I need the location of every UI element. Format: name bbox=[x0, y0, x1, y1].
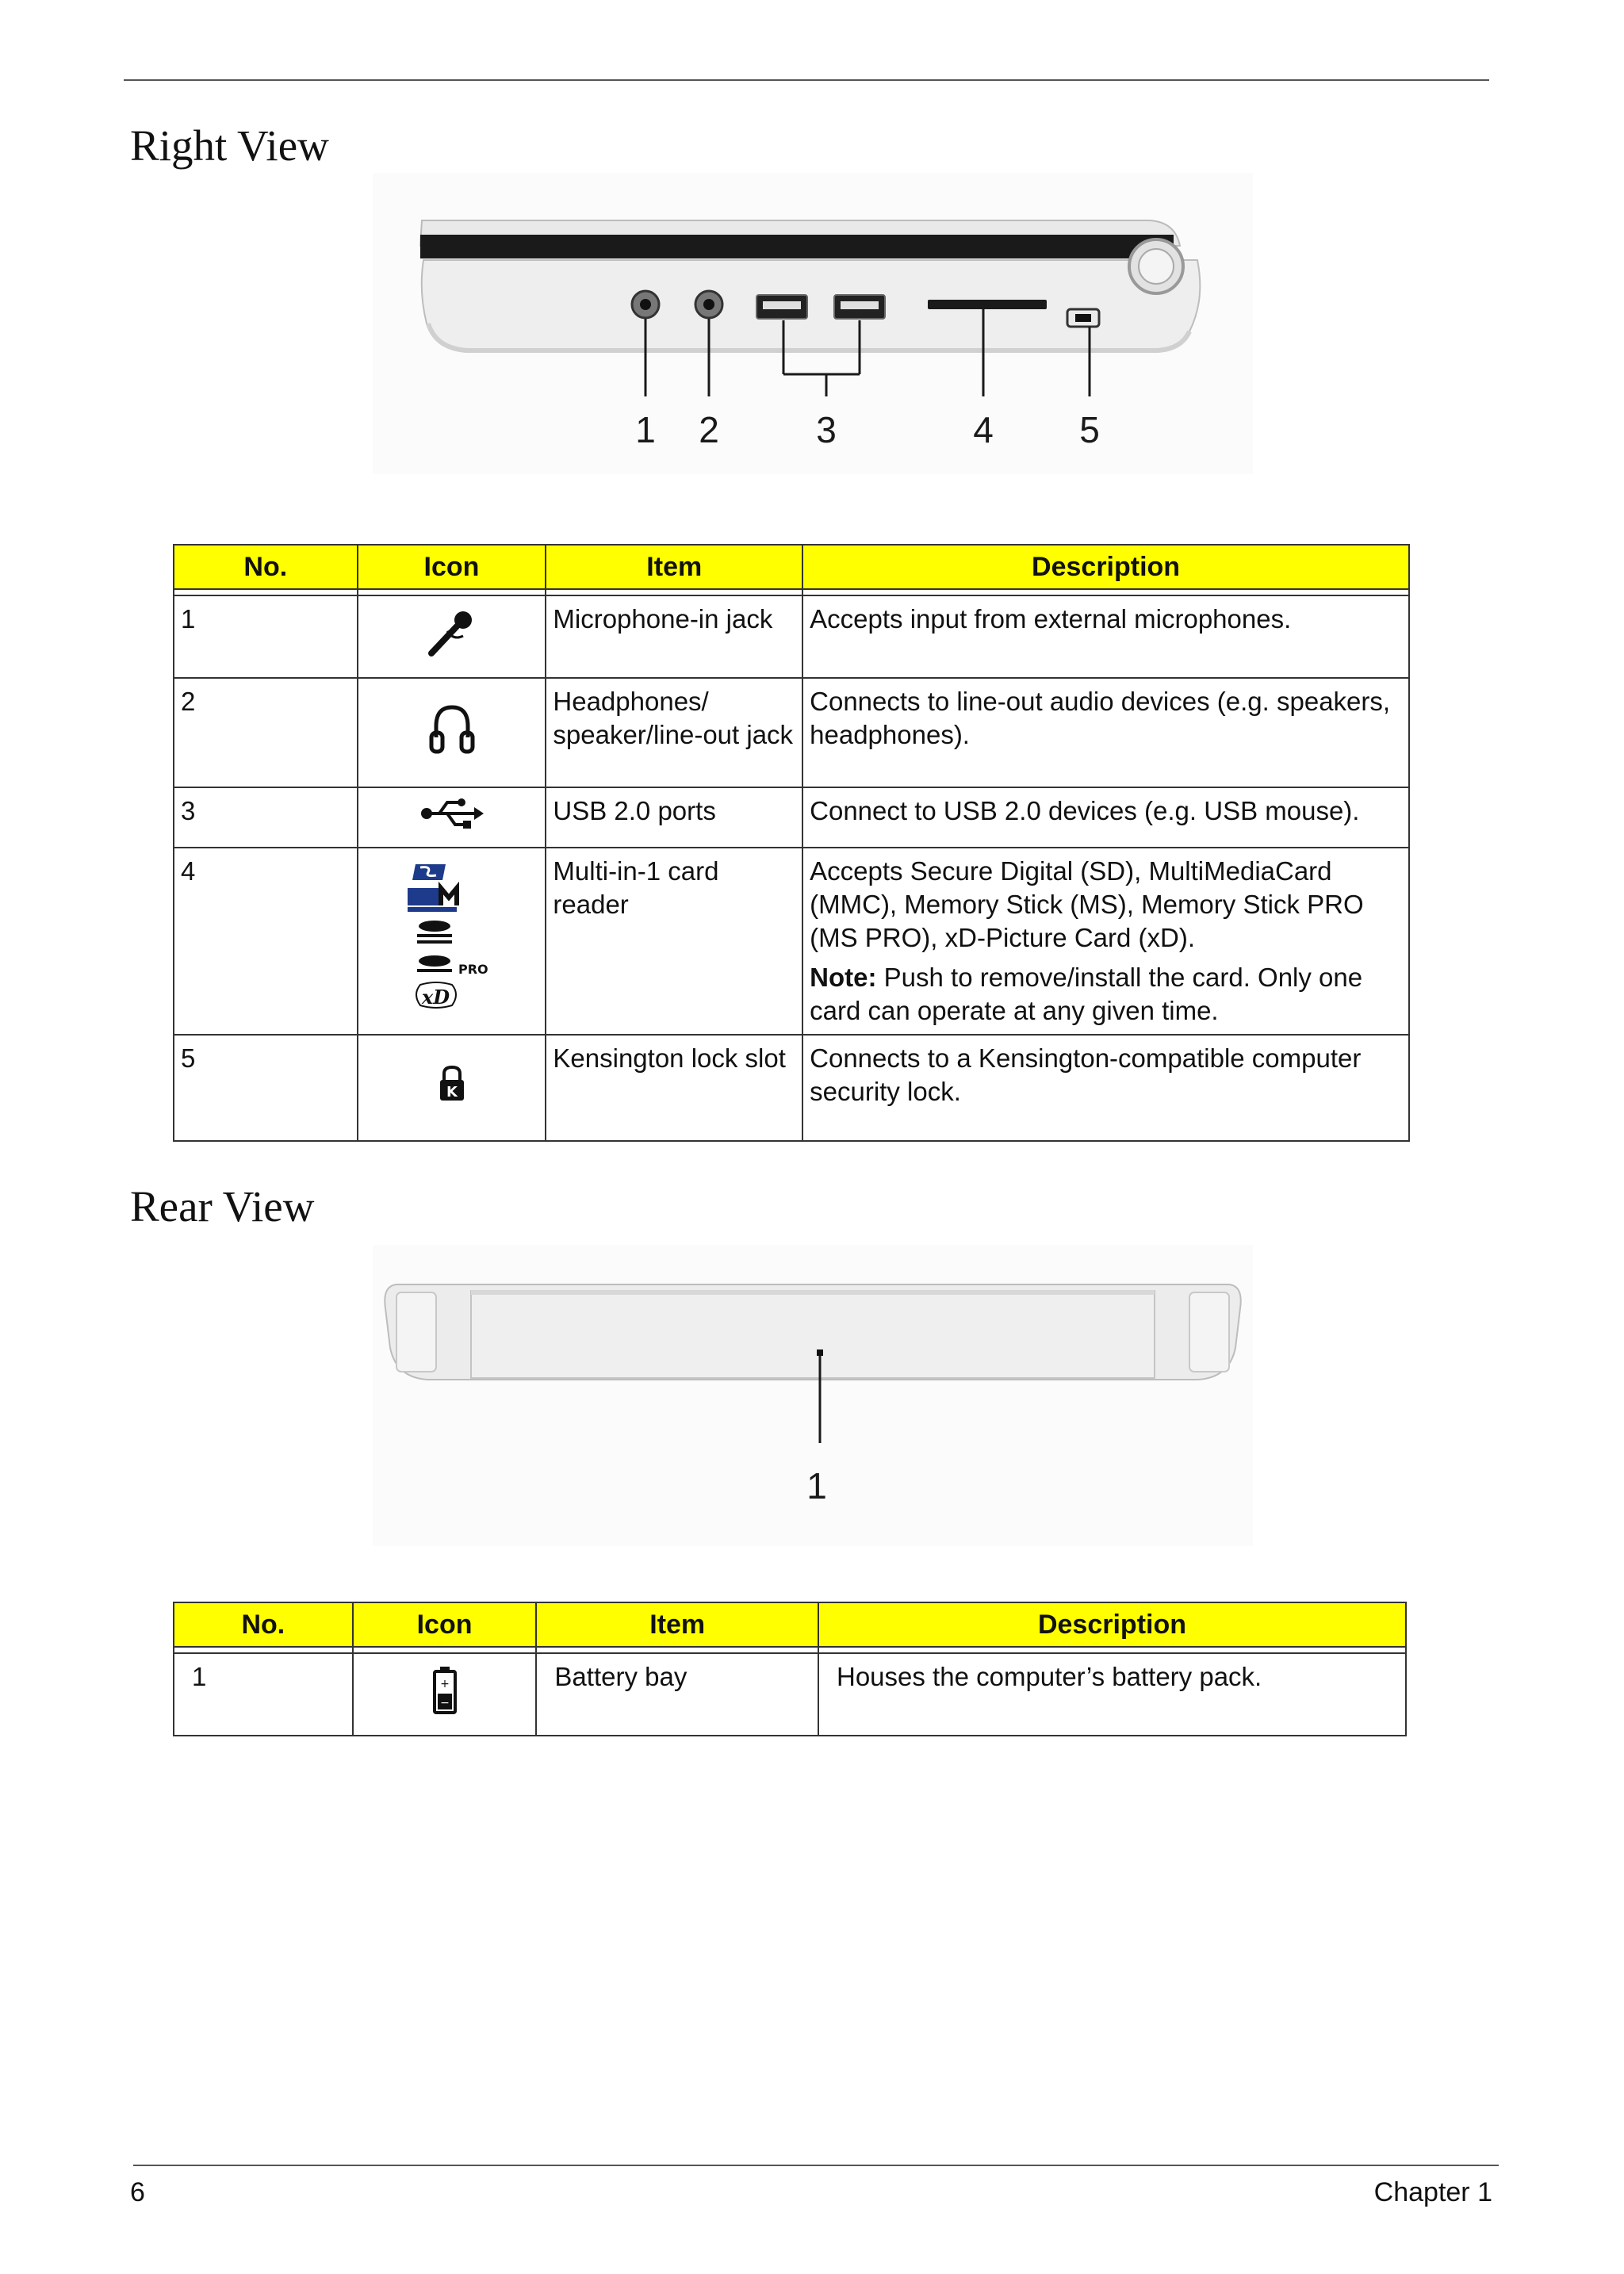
sd-card-icon bbox=[412, 864, 446, 880]
header-icon: Icon bbox=[353, 1602, 537, 1647]
header-no: No. bbox=[174, 545, 358, 589]
card-reader-icons bbox=[404, 962, 500, 1022]
svg-text:K: K bbox=[446, 1084, 458, 1101]
xd-card-icon bbox=[416, 982, 456, 1009]
table-row bbox=[174, 848, 1409, 1035]
microphone-icon bbox=[423, 637, 481, 667]
chapter-label: Chapter 1 bbox=[1373, 2177, 1492, 2207]
table-row bbox=[174, 1653, 1406, 1736]
row-number: 5 bbox=[174, 1035, 358, 1141]
callout-5: 5 bbox=[1079, 409, 1100, 450]
kensington-lock-icon bbox=[436, 1080, 468, 1109]
rear-view-table bbox=[173, 1602, 1407, 1736]
svg-text:+: + bbox=[439, 1678, 450, 1690]
svg-text:−: − bbox=[439, 1697, 450, 1709]
row-description: Accepts Secure Digital (SD), MultiMediaCard (MMC), Memory Stick (MS), Memory Stick PRO (MS PRO), xD-Picture Card (xD). bbox=[810, 856, 1364, 952]
header-description: Description bbox=[818, 1602, 1406, 1647]
row-item: USB 2.0 ports bbox=[546, 787, 802, 848]
table-gap-row bbox=[174, 1647, 1406, 1653]
table-row bbox=[174, 1035, 1409, 1141]
right-view-table bbox=[173, 544, 1410, 1142]
headphones-icon bbox=[427, 733, 477, 762]
table-row bbox=[174, 678, 1409, 787]
row-description: Connect to USB 2.0 devices (e.g. USB mouse). bbox=[802, 787, 1409, 848]
row-number: 2 bbox=[174, 678, 358, 787]
header-item: Item bbox=[536, 1602, 818, 1647]
row-number: 3 bbox=[174, 787, 358, 848]
header-description: Description bbox=[802, 545, 1409, 589]
right-view-title: Right View bbox=[130, 121, 329, 170]
memory-stick-pro-icon bbox=[417, 955, 488, 977]
callout-3: 3 bbox=[816, 409, 837, 450]
row-item: Battery bay bbox=[536, 1653, 818, 1736]
row-item: Multi-in-1 card reader bbox=[546, 848, 802, 1035]
row-number: 4 bbox=[174, 848, 358, 1035]
row-description: Connects to line-out audio devices (e.g. speakers, headphones). bbox=[802, 678, 1409, 787]
note-label: Note: bbox=[810, 963, 877, 992]
laptop-right-side-illustration bbox=[373, 173, 1253, 474]
note-text: Push to remove/install the card. Only one card can operate at any given time. bbox=[810, 963, 1363, 1025]
table-row bbox=[174, 595, 1409, 678]
svg-text:PRO: PRO bbox=[458, 962, 488, 977]
header-rule bbox=[124, 79, 1489, 81]
rear-view-figure bbox=[373, 1245, 1253, 1546]
row-description: Accepts input from external microphones. bbox=[802, 595, 1409, 678]
mmc-icon bbox=[408, 888, 457, 912]
row-number: 1 bbox=[174, 595, 358, 678]
battery-icon bbox=[431, 1678, 458, 1721]
callout-1: 1 bbox=[806, 1465, 827, 1506]
row-note bbox=[810, 961, 1402, 1028]
usb-icon bbox=[419, 807, 485, 836]
row-item: Headphones/ speaker/line-out jack bbox=[546, 678, 802, 787]
footer-rule bbox=[133, 2165, 1499, 2166]
memory-stick-icon bbox=[417, 921, 452, 944]
rear-view-title: Rear View bbox=[130, 1182, 315, 1231]
table-row bbox=[174, 787, 1409, 848]
page-number: 6 bbox=[130, 2177, 145, 2207]
row-description: Connects to a Kensington-compatible computer security lock. bbox=[802, 1035, 1409, 1141]
svg-text:xD: xD bbox=[421, 986, 450, 1009]
table-header-row bbox=[174, 1602, 1406, 1647]
header-item: Item bbox=[546, 545, 802, 589]
callout-1: 1 bbox=[635, 409, 656, 450]
callout-2: 2 bbox=[699, 409, 719, 450]
callout-4: 4 bbox=[973, 409, 994, 450]
row-number: 1 bbox=[174, 1653, 353, 1736]
table-gap-row bbox=[174, 589, 1409, 595]
row-description: Houses the computer’s battery pack. bbox=[818, 1653, 1406, 1736]
right-view-figure bbox=[373, 173, 1253, 474]
laptop-rear-illustration bbox=[373, 1245, 1253, 1546]
header-no: No. bbox=[174, 1602, 353, 1647]
row-item: Microphone-in jack bbox=[546, 595, 802, 678]
header-icon: Icon bbox=[358, 545, 546, 589]
table-header-row bbox=[174, 545, 1409, 589]
row-item: Kensington lock slot bbox=[546, 1035, 802, 1141]
